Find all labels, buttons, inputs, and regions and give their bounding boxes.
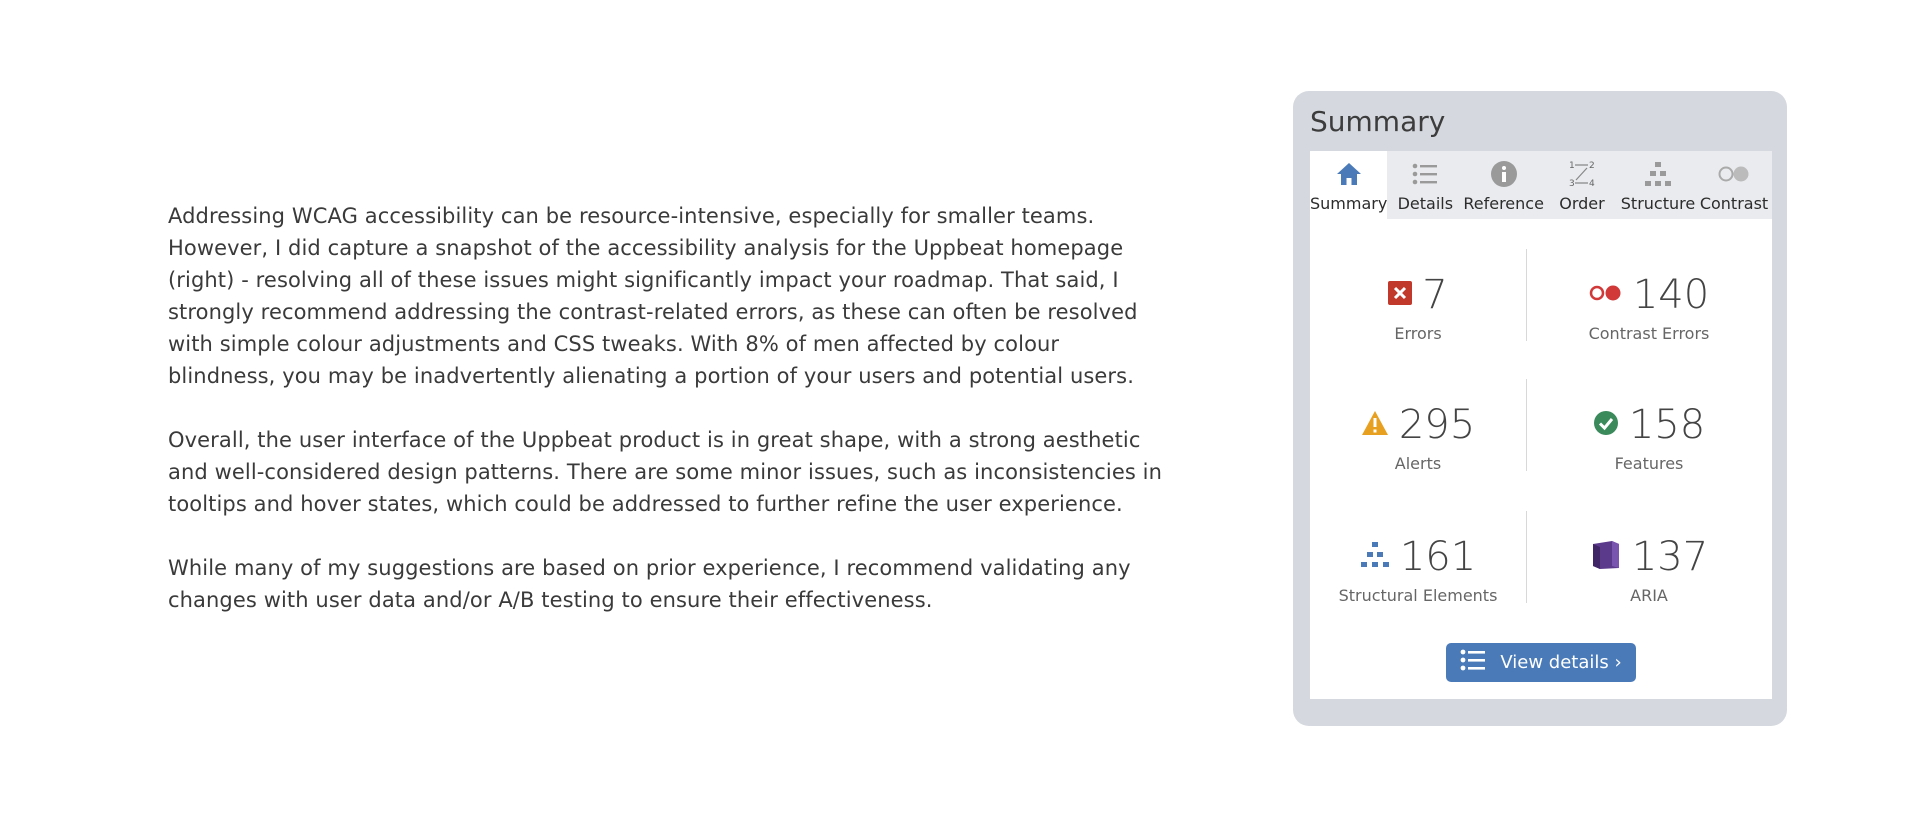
alert-icon xyxy=(1361,410,1389,440)
summary-content xyxy=(1310,219,1772,699)
stat-value: 295 xyxy=(1398,402,1476,448)
tab-label: Structure xyxy=(1620,194,1696,213)
paragraph-validation: While many of my suggestions are based on prior experience, I recommend validating any changes with user data and/or A/B testing to ensure their effectiveness. xyxy=(168,556,1131,612)
summary-panel xyxy=(1293,91,1787,726)
tab-structure[interactable] xyxy=(1620,151,1696,219)
svg-text:2: 2 xyxy=(1588,161,1595,171)
view-details-button[interactable] xyxy=(1446,643,1636,682)
stat-value: 161 xyxy=(1399,534,1477,580)
stat-label: Contrast Errors xyxy=(1588,324,1710,343)
svg-text:4: 4 xyxy=(1588,179,1595,189)
error-icon xyxy=(1388,281,1412,309)
stat-value: 158 xyxy=(1628,402,1706,448)
paragraph-wcag: Addressing WCAG accessibility can be resource-intensive, especially for smaller teams. However, I did capture a snapshot of the accessibility analysis for the Uppbeat homepage (right) - resolving all of these issues might significantly impact your roadmap. That said, I strongly recommend addressing the contrast-related errors, as these can often be resolved with simple colour adjustments and CSS tweaks. With 8% of men affected by colour blindness, you may be inadvertently alienating a portion of your users and potential users. xyxy=(168,204,1138,388)
stat-alerts[interactable] xyxy=(1310,400,1526,473)
stat-label: Alerts xyxy=(1394,454,1442,473)
contrast-icon xyxy=(1717,158,1751,190)
article-body xyxy=(168,200,1168,648)
panel-title: Summary xyxy=(1310,105,1446,138)
feature-icon xyxy=(1593,410,1619,440)
stat-label: ARIA xyxy=(1630,586,1668,605)
stat-label: Features xyxy=(1614,454,1684,473)
tab-label: Details xyxy=(1397,194,1454,213)
info-icon xyxy=(1490,158,1518,190)
stat-label: Errors xyxy=(1394,324,1442,343)
view-details-label: View details › xyxy=(1500,652,1622,673)
stat-contrast-errors[interactable] xyxy=(1526,270,1772,343)
svg-text:3: 3 xyxy=(1568,179,1575,189)
stat-value: 137 xyxy=(1631,534,1709,580)
svg-text:1: 1 xyxy=(1568,161,1575,171)
tab-bar xyxy=(1310,151,1772,219)
contrast-error-icon xyxy=(1589,283,1623,307)
stat-label: Structural Elements xyxy=(1338,586,1498,605)
tab-label: Order xyxy=(1559,194,1605,213)
list-icon xyxy=(1460,649,1486,676)
tab-details[interactable] xyxy=(1387,151,1463,219)
stat-errors[interactable] xyxy=(1310,270,1526,343)
home-icon xyxy=(1335,158,1363,190)
tab-label: Contrast xyxy=(1699,194,1769,213)
tab-label: Summary xyxy=(1310,194,1388,213)
stat-features[interactable] xyxy=(1526,400,1772,473)
tab-summary[interactable] xyxy=(1310,151,1387,219)
paragraph-overall: Overall, the user interface of the Uppbeat product is in great shape, with a strong aesthetic and well-considered design patterns. There are some minor issues, such as inconsistencies in tooltips and hover states, which could be addressed to further refine the user experience. xyxy=(168,428,1162,516)
tab-contrast[interactable] xyxy=(1696,151,1772,219)
aria-icon xyxy=(1590,539,1622,575)
order-icon xyxy=(1567,158,1597,190)
list-icon xyxy=(1412,158,1438,190)
structure-icon xyxy=(1360,541,1390,573)
stat-structural-elements[interactable] xyxy=(1310,532,1526,605)
tab-order[interactable] xyxy=(1544,151,1620,219)
stat-value: 140 xyxy=(1632,272,1710,318)
tab-reference[interactable] xyxy=(1463,151,1544,219)
hierarchy-icon xyxy=(1644,158,1672,190)
stat-value: 7 xyxy=(1422,272,1448,318)
stat-aria[interactable] xyxy=(1526,532,1772,605)
tab-label: Reference xyxy=(1463,194,1544,213)
